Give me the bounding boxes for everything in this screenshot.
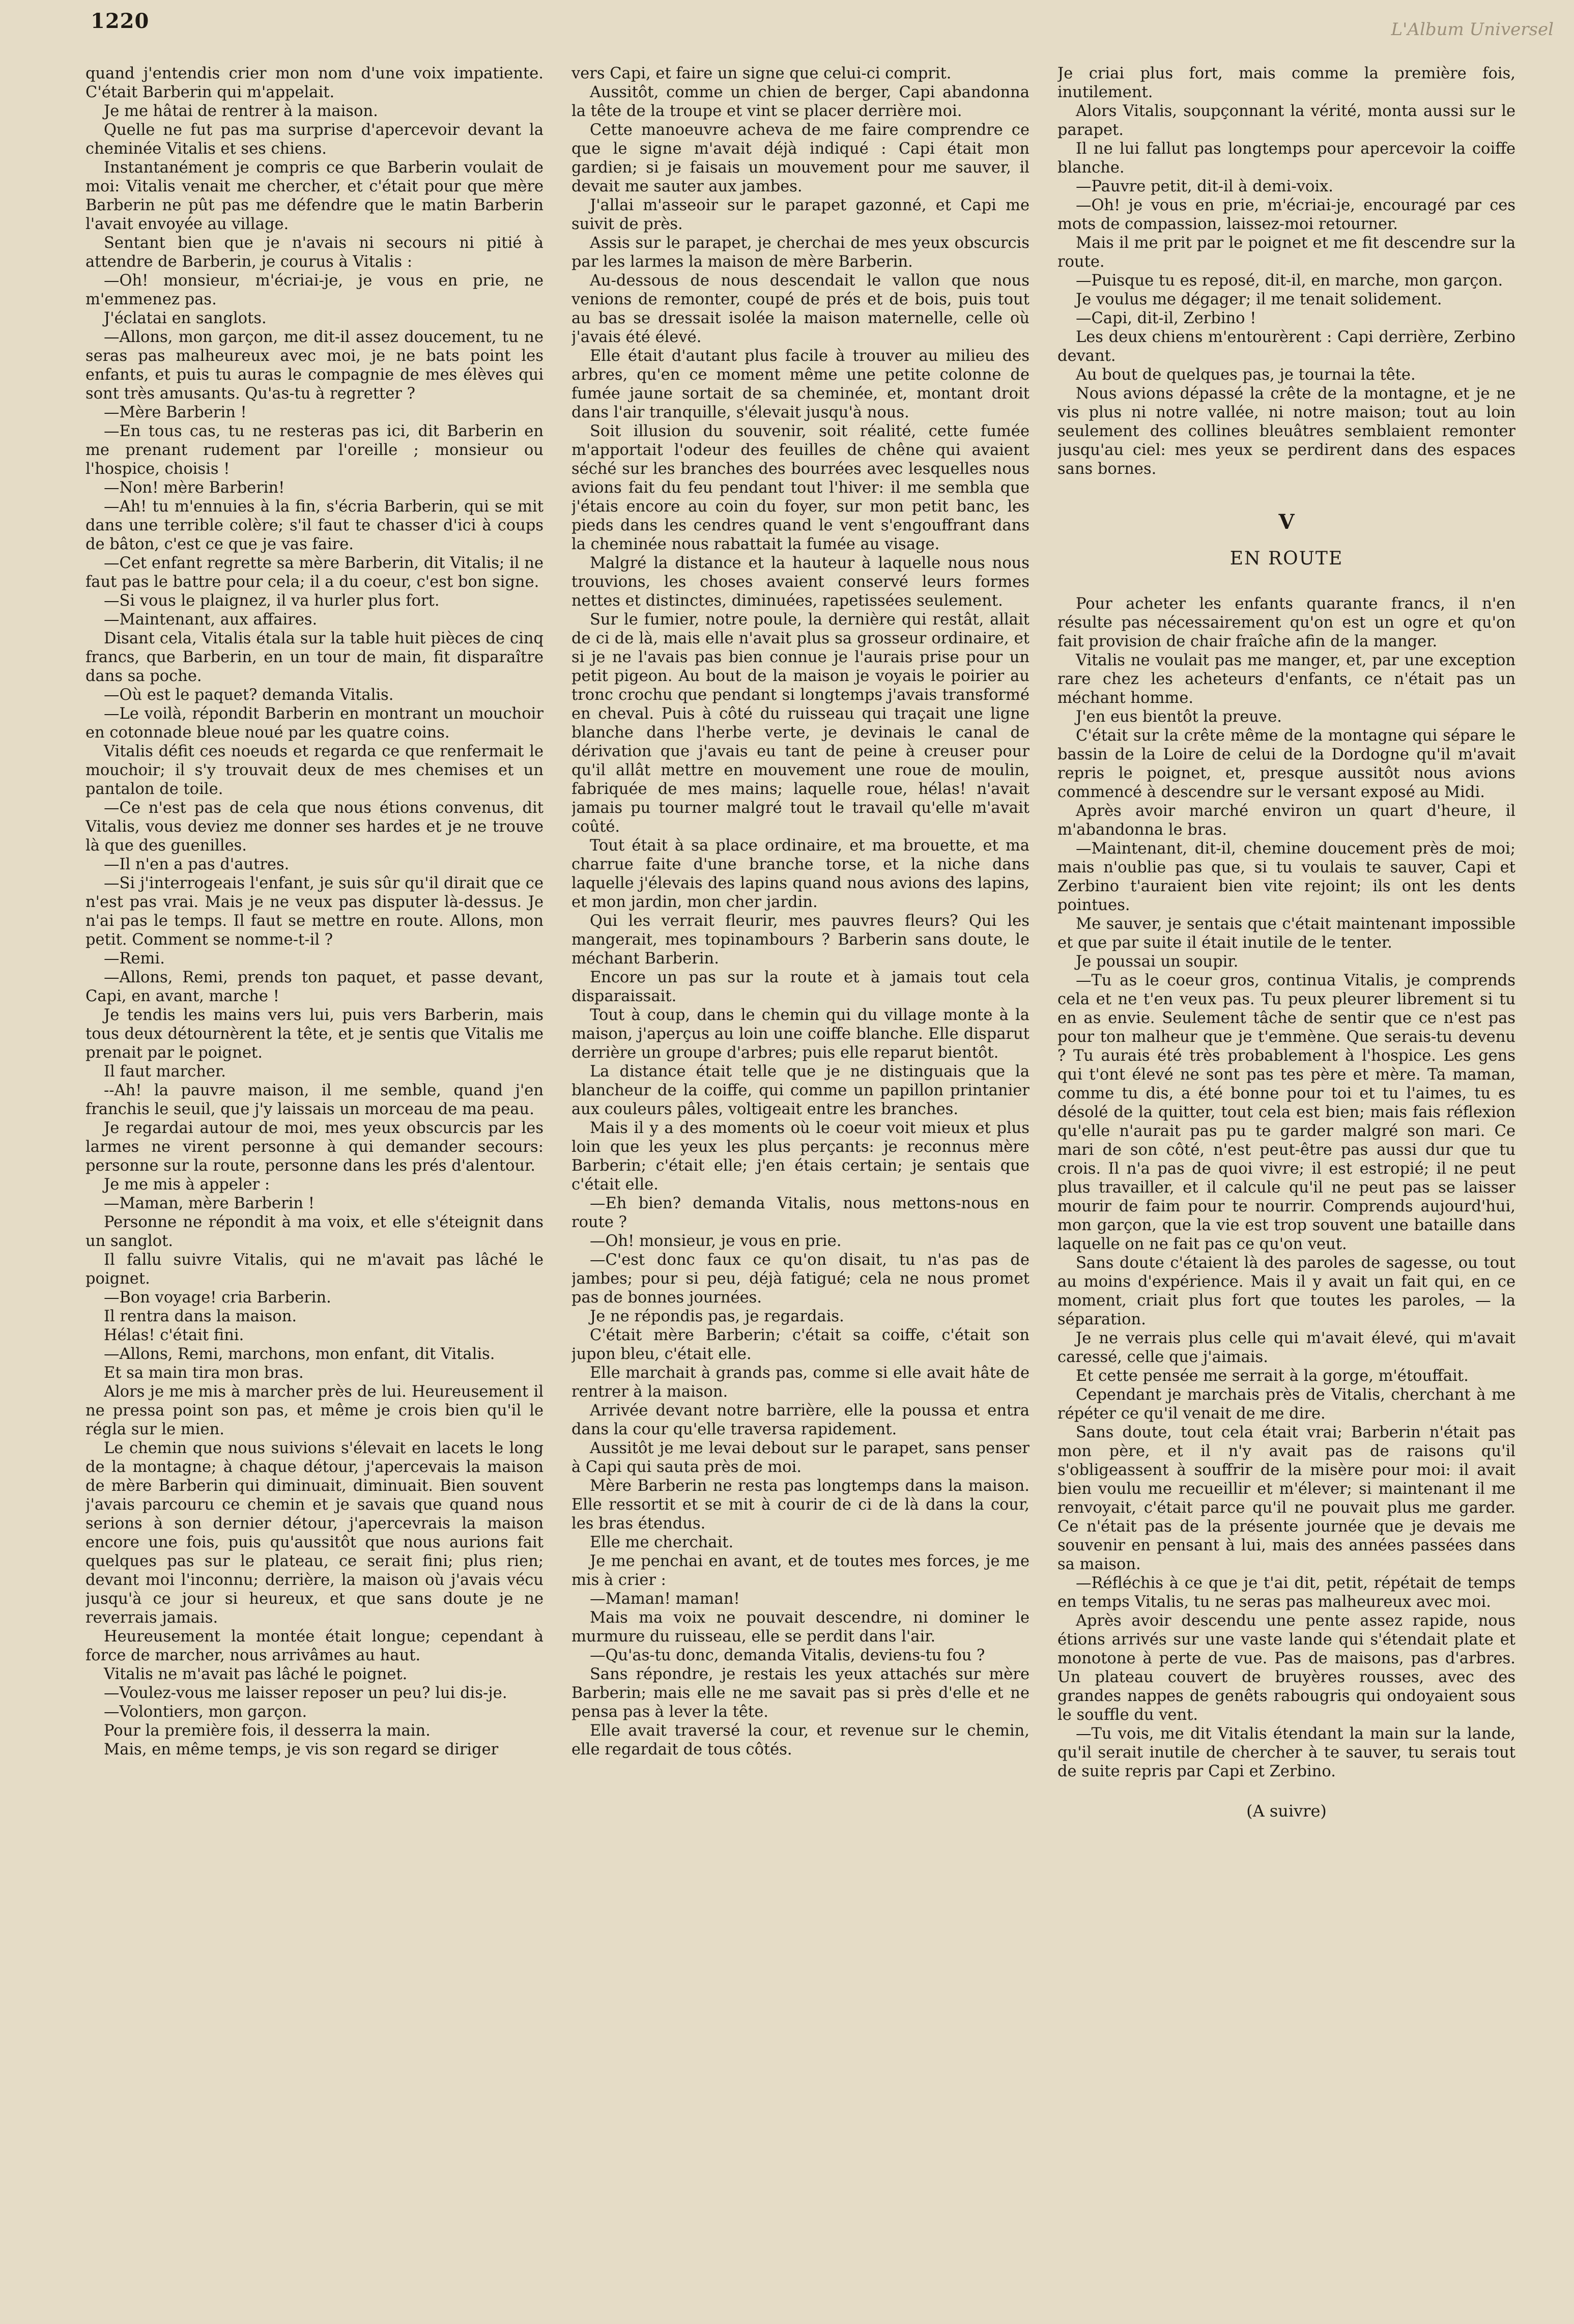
paragraph: —Capi, dit-il, Zerbino ! <box>1076 309 1256 327</box>
paragraph: Alors je me mis à marcher près de lui. Heureusement il ne pressa point son pas, et même je crois bien qu'il le régla sur le mien. <box>85 1383 543 1438</box>
paragraph: Assis sur le parapet, je cherchai de mes yeux obscurcis par les larmes la maison de mère Barberin. <box>571 234 1029 271</box>
paragraph: —Pauvre petit, dit-il à demi-voix. <box>1076 178 1333 195</box>
paragraph: Vitalis ne m'avait pas lâché le poignet. <box>104 1665 408 1683</box>
paragraph: —Il n'en a pas d'autres. <box>104 856 290 873</box>
paragraph: Je criai plus fort, mais comme la première fois, inutilement. <box>1057 65 1515 101</box>
paragraph: Soit illusion du souvenir, soit réalité, cette fumée m'apportait l'odeur des feuilles de chêne qui avaient séché sur les branches des bourrées avec lesquelles nous avions fait du feu pendant tout l'hiver: il me sembla que j'étais encore au coin du foyer, sur mon petit banc, les pieds dans les cendres quand le vent s'engouffrant dans la cheminée nous rabattait la fumée au visage. <box>571 422 1029 553</box>
paragraph: —Qu'as-tu donc, demanda Vitalis, deviens-tu fou ? <box>590 1647 985 1664</box>
paragraph: Personne ne répondit à ma voix, et elle s'éteignit dans un sanglot. <box>85 1213 543 1250</box>
paragraph: Le chemin que nous suivions s'élevait en lacets le long de la montagne; à chaque détour, j'apercevais la maison de mère Barberin qui diminuait, diminuait. Bien souvent j'avais parcouru ce chemin et je savais que quand nous serions à son dernier détour, j'apercevrais la maison encore une fois, puis qu'aussitôt que nous aurions fait quelques pas sur le plateau, ce serait fini; plus rien; devant moi l'inconnu; derrière, la maison où j'avais vécu jusqu'à ce jour si heureux, et que sans doute je ne reverrais jamais. <box>85 1439 543 1627</box>
column-2 <box>571 64 1029 2314</box>
paragraph: Tout à coup, dans le chemin qui du village monte à la maison, j'aperçus au loin une coiffe blanche. Elle disparut derrière un groupe d'arbres; puis elle reparut bientôt. <box>571 1006 1029 1062</box>
paragraph: —Allons, mon garçon, me dit-il assez doucement, tu ne seras pas malheureux avec moi, je ne bats point les enfants, et puis tu auras le compagnie de mes élèves qui sont très amusants. Qu'as-tu à regretter ? <box>85 328 543 403</box>
paragraph: --Ah! la pauvre maison, il me semble, quand j'en franchis le seuil, que j'y laissais un morceau de ma peau. <box>85 1082 543 1118</box>
paragraph: La distance était telle que je ne distinguais que la blancheur de la coiffe, qui comme un papillon printanier aux couleurs pâles, voltigeait entre les branches. <box>571 1063 1029 1118</box>
paragraph: Mais, en même temps, je vis son regard se diriger <box>104 1741 499 1759</box>
paragraph: —Oh! monsieur, je vous en prie. <box>590 1232 842 1250</box>
paragraph: Je regardai autour de moi, mes yeux obscurcis par les larmes ne virent personne à qui demander secours: personne sur la route, personne dans les prés d'alentour. <box>85 1119 543 1175</box>
paragraph: —Maman! maman! <box>590 1590 740 1608</box>
paragraph: Elle avait traversé la cour, et revenue sur le chemin, elle regardait de tous côtés. <box>571 1722 1029 1759</box>
paragraph: Je tendis les mains vers lui, puis vers Barberin, mais tous deux détournèrent la tête, et je sentis que Vitalis me prenait par le poignet. <box>85 1006 543 1062</box>
paragraph: Malgré la distance et la hauteur à laquelle nous nous trouvions, les choses avaient conservé leurs formes nettes et distinctes, diminuées, rapetissées seulement. <box>571 554 1029 610</box>
paragraph: Il fallu suivre Vitalis, qui ne m'avait pas lâché le poignet. <box>85 1251 543 1288</box>
column-1 <box>85 64 543 2314</box>
paragraph: J'allai m'asseoir sur le parapet gazonné, et Capi me suivit de près. <box>571 196 1029 233</box>
paragraph: Au-dessous de nous descendait le vallon que nous venions de remonter, coupé de prés et de bois, puis tout au bas se dressait isolée la maison maternelle, celle où j'avais été élevé. <box>571 272 1029 346</box>
paragraph: Après avoir descendu une pente assez rapide, nous étions arrivés sur une vaste lande qui s'étendait plate et monotone à perte de vue. Pas de maisons, pas d'arbres. Un plateau couvert de bruyères rousses, avec des grandes nappes de genêts rabougris qui ondoyaient sous le souffle du vent. <box>1057 1612 1515 1724</box>
paragraph: —Puisque tu es reposé, dit-il, en marche, mon garçon. <box>1076 272 1503 290</box>
paragraph: —Maintenant, dit-il, chemine doucement près de moi; mais n'oublie pas que, si tu voulais te sauver, Capi et Zerbino t'auraient bien vite rejoint; ils ont les dents pointues. <box>1057 840 1515 914</box>
paragraph: —Volontiers, mon garçon. <box>104 1703 307 1721</box>
paragraph: Je poussai un soupir. <box>1076 953 1239 971</box>
paragraph: —Réfléchis à ce que je t'ai dit, petit, répétait de temps en temps Vitalis, tu ne seras pas malheureux avec moi. <box>1057 1574 1515 1611</box>
paragraph: —Si j'interrogeais l'enfant, je suis sûr qu'il dirait que ce n'est pas vrai. Mais je ne veux pas disputer là-dessus. Je n'ai pas le temps. Il faut se mettre en route. Allons, mon petit. Comment se nomme-t-il ? <box>85 874 543 949</box>
paragraph: Mais il y a des moments où le coeur voit mieux et plus loin que les yeux les plus perçants: je reconnus mère Barberin; c'était elle; j'en étais certain; je sentais que c'était elle. <box>571 1119 1029 1194</box>
paragraph: —Où est le paquet? demanda Vitalis. <box>104 686 394 704</box>
paragraph: Elle marchait à grands pas, comme si elle avait hâte de rentrer à la maison. <box>571 1364 1029 1401</box>
paragraph: Nous avions dépassé la crête de la montagne, et je ne vis plus ni notre vallée, ni notre maison; tout au loin seulement des collines bleuâtres semblaient remonter jusqu'au ciel: mes yeux se perdirent dans des espaces sans bornes. <box>1057 385 1515 478</box>
paragraph: Et cette pensée me serrait à la gorge, m'étouffait. <box>1076 1367 1469 1385</box>
paragraph: Disant cela, Vitalis étala sur la table huit pièces de cinq francs, que Barberin, en un tour de main, fit disparaître dans sa poche. <box>85 630 543 685</box>
paragraph: Qui les verrait fleurir, mes pauvres fleurs? Qui les mangerait, mes topinambours ? Barberin sans doute, le méchant Barberin. <box>571 912 1029 968</box>
paragraph: —C'est donc faux ce qu'on disait, tu n'as pas de jambes; pour si peu, déjà fatigué; cela ne nous promet pas de bonnes journées. <box>571 1251 1029 1307</box>
paragraph: Mère Barberin ne resta pas longtemps dans la maison. Elle ressortit et se mit à courir de ci de là dans la cour, les bras étendus. <box>571 1477 1029 1533</box>
paragraph: —Voulez-vous me laisser reposer un peu? lui dis-je. <box>104 1684 507 1702</box>
paragraph: Il faut marcher. <box>104 1063 226 1081</box>
paragraph: —Si vous le plaignez, il va hurler plus fort. <box>104 592 440 610</box>
paragraph: —Bon voyage! cria Barberin. <box>104 1289 331 1307</box>
paragraph: —Tu vois, me dit Vitalis étendant la main sur la lande, qu'il serait inutile de chercher à te sauver, tu serais tout de suite repris par Capi et Zerbino. <box>1057 1725 1515 1780</box>
paragraph: Je me hâtai de rentrer à la maison. <box>104 102 378 120</box>
paragraph: Vitalis ne voulait pas me manger, et, par une exception rare chez les acheteurs d'enfants, ce n'était pas un méchant homme. <box>1057 651 1515 707</box>
paragraph: Sentant bien que je n'avais ni secours ni pitié à attendre de Barberin, je courus à Vitalis : <box>85 234 543 271</box>
paragraph: —Eh bien? demanda Vitalis, nous mettons-nous en route ? <box>571 1195 1029 1231</box>
paragraph: —Maintenant, aux affaires. <box>104 611 318 629</box>
paragraph: Mais il me prit par le poignet et me fit descendre sur la route. <box>1057 234 1515 271</box>
paragraph: —Allons, Remi, prends ton paquet, et passe devant, Capi, en avant, marche ! <box>85 969 543 1005</box>
paragraph: —Oh! je vous en prie, m'écriai-je, encouragé par ces mots de compassion, laissez-moi retourner. <box>1057 196 1515 233</box>
paragraph: Je ne verrais plus celle qui m'avait élevé, qui m'avait caressé, celle que j'aimais. <box>1057 1329 1515 1366</box>
paragraph: Elle était d'autant plus facile à trouver au milieu des arbres, qu'en ce moment même une petite colonne de fumée jaune sortait de sa cheminée, et, montant droit dans l'air tranquille, s'élevait jusqu'à nous. <box>571 347 1029 421</box>
paragraph: —Non! mère Barberin! <box>104 479 285 497</box>
paragraph: Cette manoeuvre acheva de me faire comprendre ce que le signe m'avait déjà indiqué : Capi était mon gardien; si je faisais un mouvement pour me sauver, il devait me sauter aux jambes. <box>571 121 1029 195</box>
column-3-before-chapter <box>1057 64 1515 478</box>
text-columns <box>85 64 1515 2314</box>
column-3-after-chapter <box>1057 594 1515 1781</box>
paragraph: Je me mis à appeler : <box>104 1176 270 1194</box>
paragraph: Sans doute, tout cela était vrai; Barberin n'était pas mon père, et il n'y avait pas de raisons qu'il s'obligeassent à souffrir de la misère pour moi: il avait bien voulu me recueillir et m'élever; si maintenant il me renvoyait, c'était parce qu'il ne pouvait plus me garder. Ce n'était pas de la présente journée que je devais me souvenir en pensant à lui, mais des années passées dans sa maison. <box>1057 1424 1515 1573</box>
paragraph: Pour la première fois, il desserra la main. <box>104 1722 431 1740</box>
paragraph: Hélas! c'était fini. <box>104 1326 244 1344</box>
page-number: 1220 <box>91 9 150 33</box>
paragraph: —En tous cas, tu ne resteras pas ici, dit Barberin en me prenant rudement par l'oreille ; monsieur ou l'hospice, choisis ! <box>85 422 543 478</box>
paragraph: Au bout de quelques pas, je tournai la tête. <box>1076 366 1416 384</box>
paragraph: Il ne lui fallut pas longtemps pour apercevoir la coiffe blanche. <box>1057 140 1515 177</box>
paragraph: Quelle ne fut pas ma surprise d'apercevoir devant la cheminée Vitalis et ses chiens. <box>85 121 543 158</box>
paragraph: Je me penchai en avant, et de toutes mes forces, je me mis à crier : <box>571 1552 1029 1589</box>
column-3 <box>1057 64 1515 2314</box>
paragraph: Je ne répondis pas, je regardais. <box>590 1308 844 1325</box>
paragraph: Et sa main tira mon bras. <box>104 1364 304 1382</box>
paragraph: J'en eus bientôt la preuve. <box>1076 708 1282 726</box>
to-be-continued: (A suivre) <box>1246 1801 1327 1821</box>
paragraph: —Mère Barberin ! <box>104 404 247 421</box>
paragraph: Pour acheter les enfants quarante francs, il n'en résulte pas nécessairement qu'on est un ogre et qu'on fait provision de chair fraîche afin de la manger. <box>1057 595 1515 650</box>
paragraph: Heureusement la montée était longue; cependant à force de marcher, nous arrivâmes au haut. <box>85 1628 543 1664</box>
paragraph: Cependant je marchais près de Vitalis, cherchant à me répéter ce qu'il venait de me dire. <box>1057 1386 1515 1423</box>
paragraph: Arrivée devant notre barrière, elle la poussa et entra dans la cour qu'elle traversa rapidement. <box>571 1402 1029 1438</box>
chapter-number: V <box>1278 510 1295 534</box>
paragraph: Sans doute c'étaient là des paroles de sagesse, ou tout au moins d'expérience. Mais il y avait un fait qui, en ce moment, criait plus fort que toutes les paroles, — la séparation. <box>1057 1254 1515 1328</box>
header-mark: L'Album Universel <box>1391 19 1554 40</box>
paragraph: Sur le fumier, notre poule, la dernière qui restât, allait de ci de là, mais elle n'avait plus sa grosseur ordinaire, et si je ne l'avais pas bien connue je l'aurais prise pour un petit pigeon. Au bout de la maison je voyais le poirier au tronc crochu que pendant si longtemps j'avais transformé en cheval. Puis à côté du ruisseau qui traçait une ligne blanche dans l'herbe verte, je devinais le canal de dérivation que j'avais eu tant de peine à creuser pour qu'il allât mettre en mouvement une roue de moulin, fabriquée de mes mains; laquelle roue, hélas! n'avait jamais pu tourner malgré tout le travail qu'elle m'avait coûté. <box>571 611 1029 836</box>
paragraph: quand j'entendis crier mon nom d'une voix impatiente. C'était Barberin qui m'appelait. <box>85 65 543 101</box>
paragraph: Alors Vitalis, soupçonnant la vérité, monta aussi sur le parapet. <box>1057 102 1515 139</box>
paragraph: Instantanément je compris ce que Barberin voulait de moi: Vitalis venait me chercher, et c'était pour que mère Barberin ne pût pas me défendre que le matin Barberin l'avait envoyée au village. <box>85 159 543 233</box>
paragraph: vers Capi, et faire un signe que celui-ci comprit. <box>571 65 952 82</box>
paragraph: Sans répondre, je restais les yeux attachés sur mère Barberin; mais elle ne me savait pas si près d'elle et ne pensa pas à lever la tête. <box>571 1665 1029 1721</box>
paragraph: —Ah! tu m'ennuies à la fin, s'écria Barberin, qui se mit dans une terrible colère; s'il faut te chasser d'ici à coups de bâton, c'est ce que je vas faire. <box>85 498 543 553</box>
paragraph: —Ce n'est pas de cela que nous étions convenus, dit Vitalis, vous deviez me donner ses hardes et je ne trouve là que des guenilles. <box>85 799 543 855</box>
paragraph: J'éclatai en sanglots. <box>104 309 267 327</box>
paragraph: —Maman, mère Barberin ! <box>104 1195 315 1212</box>
paragraph: —Allons, Remi, marchons, mon enfant, dit Vitalis. <box>104 1345 495 1363</box>
paragraph: Je voulus me dégager; il me tenait solidement. <box>1076 291 1442 308</box>
paragraph: Après avoir marché environ un quart d'heure, il m'abandonna le bras. <box>1057 802 1515 839</box>
paragraph: —Remi. <box>104 950 165 968</box>
paragraph: Aussitôt je me levai debout sur le parapet, sans penser à Capi qui sauta près de moi. <box>571 1439 1029 1476</box>
chapter-title: EN ROUTE <box>1229 548 1343 569</box>
paragraph: Elle me cherchait. <box>590 1534 734 1551</box>
paragraph: Tout était à sa place ordinaire, et ma brouette, et ma charrue faite d'une branche torse, et la niche dans laquelle j'élevais des lapins quand nous avions des lapins, et mon jardin, mon cher jardin. <box>571 837 1029 911</box>
paragraph: —Tu as le coeur gros, continua Vitalis, je comprends cela et ne t'en veux pas. Tu peux pleurer librement si tu en as envie. Seulement tâche de sentir que ce n'est pas pour ton malheur que je t'emmène. Que serais-tu devenu ? Tu aurais été très probablement à l'hospice. Les gens qui t'ont élevé ne sont pas tes père et mère. Ta maman, comme tu dis, a été bonne pour toi et tu l'aimes, tu es désolé de la quitter, tout cela est bien; mais fais réflexion qu'elle n'aurait pas pu te garder malgré son mari. Ce mari de son côté, n'est peut-être pas aussi dur que tu crois. Il n'a pas de quoi vivre; il est estropié; il ne peut plus travailler, et il calcule qu'il ne peut pas se laisser mourir de faim pour te nourrir. Comprends aujourd'hui, mon garçon, que la vie est trop souvent une bataille dans laquelle on ne fait pas ce qu'on veut. <box>1057 972 1515 1253</box>
paragraph: Il rentra dans la maison. <box>104 1308 297 1325</box>
paragraph: C'était sur la crête même de la montagne qui sépare le bassin de la Loire de celui de la Dordogne qu'il m'avait repris le poignet, et, presque aussitôt nous avions commencé à descendre sur le versant exposé au Midi. <box>1057 727 1515 801</box>
paragraph: Encore un pas sur la route et à jamais tout cela disparaissait. <box>571 969 1029 1005</box>
paragraph: Vitalis défit ces noeuds et regarda ce que renfermait le mouchoir; il s'y trouvait deux de mes chemises et un pantalon de toile. <box>85 743 543 798</box>
paragraph: —Le voilà, répondit Barberin en montrant un mouchoir en cotonnade bleue noué par les quatre coins. <box>85 705 543 742</box>
paragraph: Aussitôt, comme un chien de berger, Capi abandonna la tête de la troupe et vint se placer derrière moi. <box>571 83 1029 120</box>
paragraph: C'était mère Barberin; c'était sa coiffe, c'était son jupon bleu, c'était elle. <box>571 1326 1029 1363</box>
paragraph: Les deux chiens m'entourèrent : Capi derrière, Zerbino devant. <box>1057 328 1515 365</box>
paragraph: Me sauver, je sentais que c'était maintenant impossible et que par suite il était inutile de le tenter. <box>1057 915 1515 952</box>
paragraph: —Oh! monsieur, m'écriai-je, je vous en prie, ne m'emmenez pas. <box>85 272 543 308</box>
paragraph: —Cet enfant regrette sa mère Barberin, dit Vitalis; il ne faut pas le battre pour cela; il a du coeur, c'est bon signe. <box>85 554 543 591</box>
paragraph: Mais ma voix ne pouvait descendre, ni dominer le murmure du ruisseau, elle se perdit dans l'air. <box>571 1609 1029 1646</box>
